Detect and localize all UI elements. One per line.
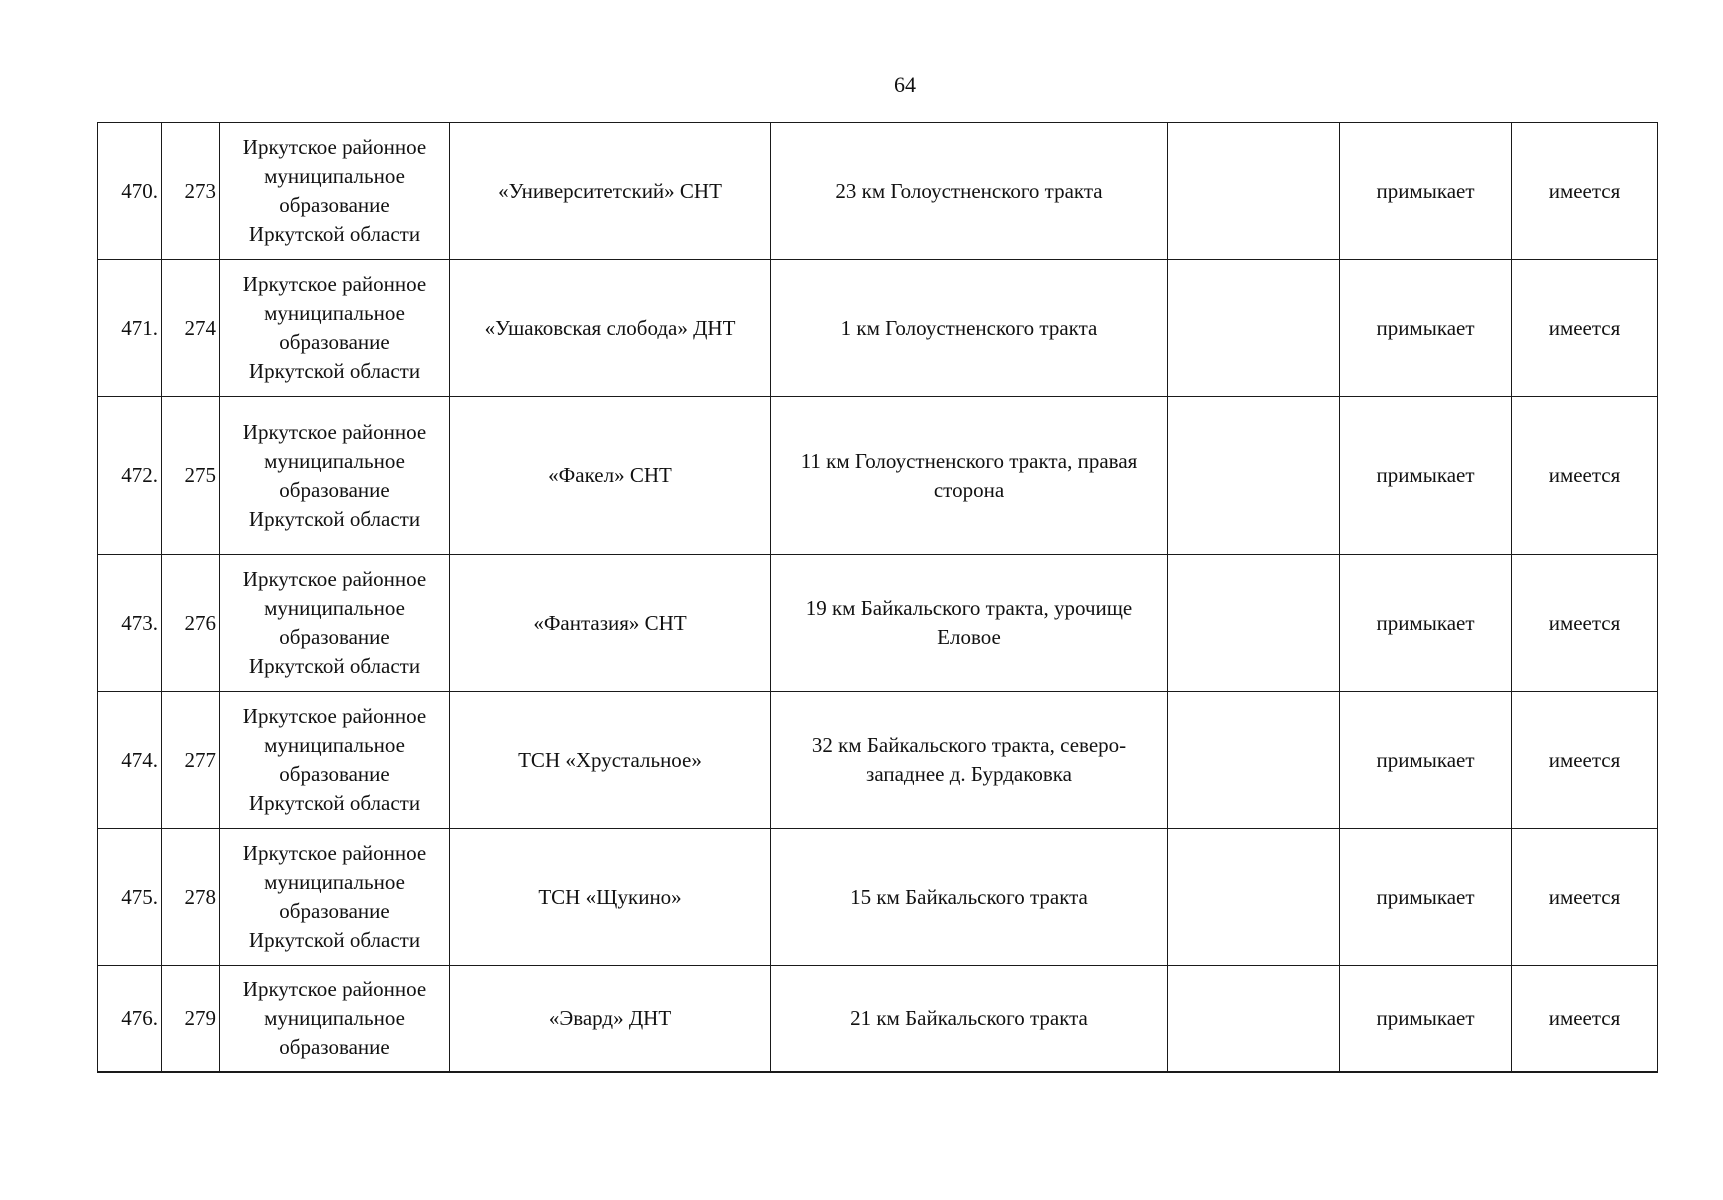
record-id: 277 xyxy=(162,692,220,829)
municipality-line: Иркутское районное xyxy=(242,976,427,1001)
location: 1 км Голоустненского тракта xyxy=(771,260,1168,397)
municipality-cell xyxy=(220,123,450,260)
empty-cell xyxy=(1168,397,1340,555)
table-row xyxy=(98,692,1658,829)
municipality-line: Иркутское районное xyxy=(242,704,427,728)
row-number: 476. xyxy=(98,966,162,1072)
adjacency-status: примыкает xyxy=(1340,966,1512,1072)
municipality-line: Иркутской области xyxy=(248,222,421,246)
location: 21 км Байкальского тракта xyxy=(771,966,1168,1072)
municipality-line: муниципальное xyxy=(264,870,405,894)
row-number: 470. xyxy=(98,123,162,260)
municipality-cell xyxy=(220,397,450,555)
municipality-cell xyxy=(220,966,450,1072)
municipality-line: Иркутской области xyxy=(248,359,421,383)
availability-status: имеется xyxy=(1512,829,1658,966)
adjacency-status: примыкает xyxy=(1340,692,1512,829)
municipality-line: образование xyxy=(279,899,390,923)
table-row xyxy=(98,829,1658,966)
table-row xyxy=(98,123,1658,260)
municipality-line: образование xyxy=(279,330,390,354)
municipality-line: Иркутской области xyxy=(248,791,421,815)
record-id: 274 xyxy=(162,260,220,397)
table-row xyxy=(98,966,1658,1072)
municipality-line: муниципальное xyxy=(264,301,405,325)
empty-cell xyxy=(1168,260,1340,397)
municipality-line: Иркутской области xyxy=(248,654,421,678)
row-number: 471. xyxy=(98,260,162,397)
registry-table xyxy=(97,122,1658,1073)
municipality-line: образование xyxy=(279,193,390,217)
municipality-line: Иркутское районное xyxy=(242,841,427,865)
association-name: «Ушаковская слобода» ДНТ xyxy=(450,260,771,397)
municipality-line: образование xyxy=(279,477,390,502)
association-name: «Факел» СНТ xyxy=(450,397,771,555)
table-row xyxy=(98,260,1658,397)
adjacency-status: примыкает xyxy=(1340,123,1512,260)
municipality-line: Иркутское районное xyxy=(242,419,427,444)
adjacency-status: примыкает xyxy=(1340,397,1512,555)
municipality-line: Иркутское районное xyxy=(242,135,427,159)
location: 32 км Байкальского тракта, северо-западнее д. Бурдаковка xyxy=(771,692,1168,829)
availability-status: имеется xyxy=(1512,123,1658,260)
adjacency-status: примыкает xyxy=(1340,260,1512,397)
municipality-line: Иркутское районное xyxy=(242,272,427,296)
row-number: 473. xyxy=(98,555,162,692)
empty-cell xyxy=(1168,123,1340,260)
availability-status: имеется xyxy=(1512,260,1658,397)
page-number: 64 xyxy=(894,72,916,97)
municipality-line: Иркутской области xyxy=(248,928,421,952)
municipality-cell xyxy=(220,829,450,966)
row-number: 475. xyxy=(98,829,162,966)
empty-cell xyxy=(1168,829,1340,966)
municipality-line: Иркутское районное xyxy=(242,567,427,591)
municipality-line: образование xyxy=(279,625,390,649)
table-row xyxy=(98,397,1658,555)
empty-cell xyxy=(1168,966,1340,1072)
municipality-line: муниципальное xyxy=(264,733,405,757)
record-id: 273 xyxy=(162,123,220,260)
empty-cell xyxy=(1168,692,1340,829)
location: 11 км Голоустненского тракта, правая сторона xyxy=(771,397,1168,555)
row-number: 474. xyxy=(98,692,162,829)
location: 19 км Байкальского тракта, урочище Еловое xyxy=(771,555,1168,692)
municipality-cell xyxy=(220,692,450,829)
municipality-line: образование xyxy=(279,762,390,786)
association-name: ТСН «Хрустальное» xyxy=(450,692,771,829)
association-name: ТСН «Щукино» xyxy=(450,829,771,966)
municipality-cell xyxy=(220,260,450,397)
availability-status: имеется xyxy=(1512,966,1658,1072)
association-name: «Эвард» ДНТ xyxy=(450,966,771,1072)
record-id: 276 xyxy=(162,555,220,692)
adjacency-status: примыкает xyxy=(1340,555,1512,692)
record-id: 278 xyxy=(162,829,220,966)
availability-status: имеется xyxy=(1512,692,1658,829)
municipality-line: муниципальное xyxy=(264,1005,405,1030)
association-name: «Фантазия» СНТ xyxy=(450,555,771,692)
location: 23 км Голоустненского тракта xyxy=(771,123,1168,260)
adjacency-status: примыкает xyxy=(1340,829,1512,966)
availability-status: имеется xyxy=(1512,555,1658,692)
municipality-line: муниципальное xyxy=(264,596,405,620)
municipality-line: муниципальное xyxy=(264,448,405,473)
association-name: «Университетский» СНТ xyxy=(450,123,771,260)
record-id: 279 xyxy=(162,966,220,1072)
empty-cell xyxy=(1168,555,1340,692)
availability-status: имеется xyxy=(1512,397,1658,555)
municipality-line: муниципальное xyxy=(264,164,405,188)
table-row xyxy=(98,555,1658,692)
location: 15 км Байкальского тракта xyxy=(771,829,1168,966)
municipality-line: образование xyxy=(279,1034,390,1059)
municipality-cell xyxy=(220,555,450,692)
municipality-line: Иркутской области xyxy=(248,506,421,531)
record-id: 275 xyxy=(162,397,220,555)
row-number: 472. xyxy=(98,397,162,555)
